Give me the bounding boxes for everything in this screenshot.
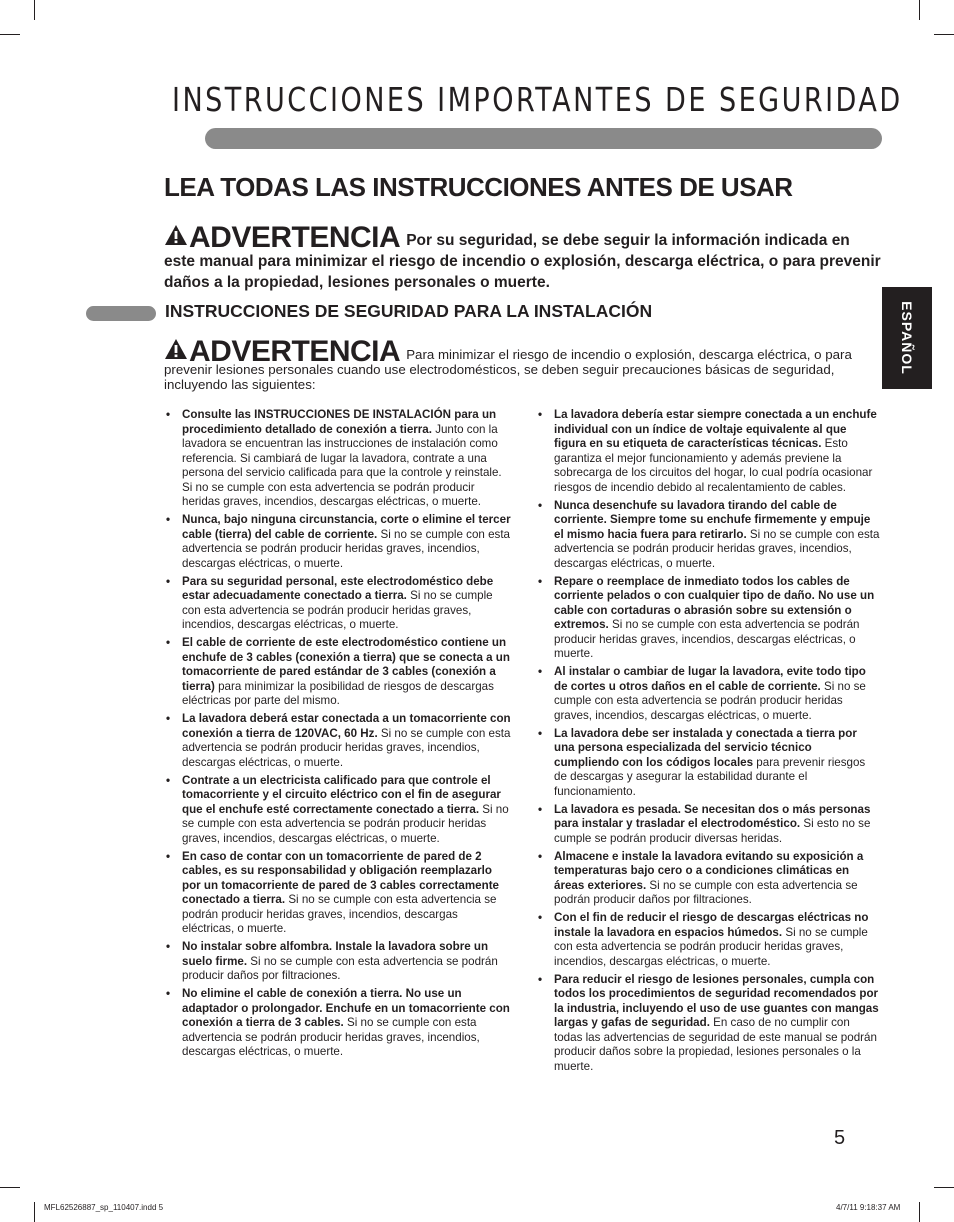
crop-mark: [919, 0, 920, 20]
page-title: INSTRUCCIONES IMPORTANTES DE SEGURIDAD: [172, 80, 903, 119]
list-item-text: Si no se cumple con esta advertencia se podrán producir heridas graves, incendios, descargas eléctricas, o muerte.: [182, 802, 509, 845]
list-item: [166, 636, 511, 709]
list-item: [538, 499, 880, 572]
list-item: [166, 774, 511, 847]
list-item-text: Esto garantiza el mejor funcionamiento y además previene la sobrecarga de los circuitos del hogar, lo cual podría ocasionar riesgos de incendio debido al recalentamiento de cables.: [554, 437, 873, 494]
list-item-text: Si no se cumple con esta advertencia se podrán producir heridas graves, incendios, descargas eléctricas, o muerte.: [182, 589, 493, 631]
crop-mark: [0, 34, 20, 35]
list-item: [538, 803, 880, 847]
list-item: [538, 911, 880, 969]
left-bullet-list: [166, 408, 511, 1063]
list-item-bold: Con el fin de reducir el riesgo de descargas eléctricas no instale la lavadora en espacios húmedos.: [554, 911, 869, 939]
list-item: [538, 575, 880, 662]
list-item: [166, 408, 511, 510]
warning-text: Por su seguridad, se debe seguir la información indicada en este manual para minimizar el riesgo de incendio o explosión, descarga eléctrica, o para prevenir daños a la propiedad, lesiones personales o muerte.: [164, 232, 881, 291]
list-item-bold: Consulte las INSTRUCCIONES DE INSTALACIÓN para un procedimiento detallado de conexión a tierra.: [182, 408, 497, 436]
section-marker: [86, 306, 156, 321]
list-item-text: Si no se cumple con esta advertencia se podrán producir heridas graves, incendios, descargas eléctricas, o muerte.: [182, 726, 511, 769]
crop-mark: [934, 1187, 954, 1188]
list-item: [166, 712, 511, 770]
list-item-text: En caso de no cumplir con todas las advertencias de seguridad de este manual se podrán producir daños sobre la propiedad, lesiones personales o la muerte.: [554, 1016, 877, 1073]
list-item-bold: La lavadora deberá estar conectada a un tomacorriente con conexión a tierra de 120VAC, 60 Hz.: [182, 712, 511, 740]
list-item-bold: No instalar sobre alfombra. Instale la lavadora sobre un suelo firme.: [182, 940, 489, 968]
list-item: [166, 575, 511, 633]
list-item-text: Si no se cumple con esta advertencia se podrán producir heridas graves, incendios, descargas eléctricas, o muerte.: [182, 893, 497, 935]
list-item-bold: Nunca desenchufe su lavadora tirando del cable de corriente. Siempre tome su enchufe firmemente y empuje el mismo hacia fuera para retirarlo.: [554, 498, 871, 541]
list-item-bold: La lavadora debería estar siempre conectada a un enchufe individual con un índice de voltaje equivalente al que figura en su etiqueta de características técnicas.: [554, 408, 877, 450]
list-item-text: Si no se cumple con esta advertencia se podrán producir daños por filtraciones.: [182, 954, 498, 982]
list-item: [538, 408, 880, 495]
list-item-text: para prevenir riesgos de descargas y asegurar la estabilidad durante el funcionamiento.: [554, 755, 866, 798]
warning-label: ADVERTENCIA: [189, 335, 401, 368]
warning-text: Para minimizar el riesgo de incendio o explosión, descarga eléctrica, o para prevenir lesiones personales cuando use electrodomésticos, se deben seguir precauciones básicas de seguridad, incluyendo las siguientes:: [164, 347, 852, 392]
language-tab-label: ESPAÑOL: [899, 301, 915, 375]
list-item-text: Si esto no se cumple se podrán producir diversas heridas.: [554, 817, 871, 845]
list-item-text: Si no se cumple con esta advertencia se podrán producir heridas graves, incendios, descargas eléctricas, o muerte.: [554, 925, 868, 968]
list-item-bold: El cable de corriente de este electrodoméstico contiene un enchufe de 3 cables (conexión a tierra) que se conecta a un tomacorriente de pared estándar de 3 cables (conexión a tierra): [182, 636, 510, 693]
list-item-bold: No elimine el cable de conexión a tierra. No use un adaptador o prolongador. Enchufe en un tomacorriente con conexión a tierra de 3 cables.: [182, 987, 510, 1029]
list-item-text: Junto con la lavadora se encuentran las instrucciones de instalación como referencia. Si cambiará de lugar la lavadora, contrate a una persona del servicio calificada para que la controle y reinstale. Si no se cumple con esta advertencia se podrán producir heridas graves, incendios, descargas eléctricas, o muerte.: [182, 422, 502, 508]
list-item-text: Si no se cumple con esta advertencia se podrán producir heridas graves, incendios, descargas eléctricas, o muerte.: [182, 527, 511, 570]
list-item-bold: En caso de contar con un tomacorriente de pared de 2 cables, es su responsabilidad y obligación reemplazarlo por un tomacorriente de pared de 3 cables correctamente conectado a tierra.: [182, 849, 499, 906]
crop-mark: [34, 0, 35, 20]
footer-timestamp: 4/7/11 9:18:37 AM: [836, 1203, 901, 1212]
crop-mark: [0, 1187, 20, 1188]
list-item-bold: Al instalar o cambiar de lugar la lavadora, evite todo tipo de cortes u otros daños en el cable de corriente.: [554, 665, 866, 693]
read-all-heading: LEA TODAS LAS INSTRUCCIONES ANTES DE USAR: [164, 172, 793, 202]
list-item-text: Si no se cumple con esta advertencia se podrán producir heridas graves, incendios, descargas eléctricas, o muerte.: [182, 1016, 480, 1058]
list-item: [166, 987, 511, 1060]
list-item-bold: Repare o reemplace de inmediato todos los cables de corriente pelados o con cualquier tipo de daño. No use un cable con cortaduras o abrasión sobre su extensión o extremos.: [554, 574, 875, 631]
safety-warning: [164, 221, 884, 293]
warning-triangle-icon: [164, 338, 188, 360]
list-item: [538, 727, 880, 800]
list-item: [538, 665, 880, 723]
list-item: [538, 973, 880, 1075]
list-item-text: Si no se cumple con esta advertencia se podrán producir daños por filtraciones.: [554, 878, 858, 906]
crop-mark: [934, 34, 954, 35]
list-item-text: Si no se cumple con esta advertencia se podrán producir heridas graves, incendios, descargas eléctricas, o muerte.: [554, 527, 880, 570]
warning-label: ADVERTENCIA: [189, 221, 401, 254]
title-underline-bar: [205, 128, 882, 149]
list-item-bold: Contrate a un electricista calificado para que controle el tomacorriente y el circuito eléctrico con el fin de asegurar que el enchufe esté correctamente conectado a tierra.: [182, 773, 501, 816]
list-item-bold: Nunca, bajo ninguna circunstancia, corte o elimine el tercer cable (tierra) del cable de corriente.: [182, 513, 511, 541]
warning-triangle-icon: [164, 224, 188, 246]
list-item: [166, 940, 511, 984]
list-item: [166, 850, 511, 937]
list-item: [538, 850, 880, 908]
list-item-text: Si no se cumple con esta advertencia se podrán producir heridas graves, incendios, descargas eléctricas, o muerte.: [554, 618, 860, 660]
list-item-text: Si no se cumple con esta advertencia se podrán producir heridas graves, incendios, descargas eléctricas, o muerte.: [554, 679, 866, 722]
footer-file-name: MFL62526887_sp_110407.indd 5: [44, 1203, 164, 1212]
page-number: 5: [834, 1127, 846, 1149]
language-tab: [882, 287, 932, 389]
list-item-bold: La lavadora es pesada. Se necesitan dos o más personas para instalar y trasladar el electrodoméstico.: [554, 802, 871, 830]
list-item: [166, 513, 511, 571]
crop-mark: [919, 1202, 920, 1222]
list-item-text: para minimizar la posibilidad de riesgos de descargas eléctricas por parte del mismo.: [182, 679, 494, 707]
list-item-bold: La lavadora debe ser instalada y conectada a tierra por una persona especializada del servicio técnico cumpliendo con los códigos locales: [554, 726, 857, 769]
list-item-bold: Almacene e instale la lavadora evitando su exposición a temperaturas bajo cero o a condiciones climáticas en áreas exteriores.: [554, 849, 864, 892]
list-item-bold: Para reducir el riesgo de lesiones personales, cumpla con todos los procedimientos de seguridad recomendados por la industria, incluyendo el uso de use guantes con mangas largas y gafas de seguridad.: [554, 972, 879, 1029]
right-bullet-list: [538, 408, 880, 1078]
list-item-bold: Para su seguridad personal, este electrodoméstico debe estar adecuadamente conectado a tierra.: [182, 574, 494, 602]
section-heading: INSTRUCCIONES DE SEGURIDAD PARA LA INSTALACIÓN: [165, 301, 653, 321]
installation-warning: [164, 335, 864, 392]
crop-mark: [34, 1202, 35, 1222]
